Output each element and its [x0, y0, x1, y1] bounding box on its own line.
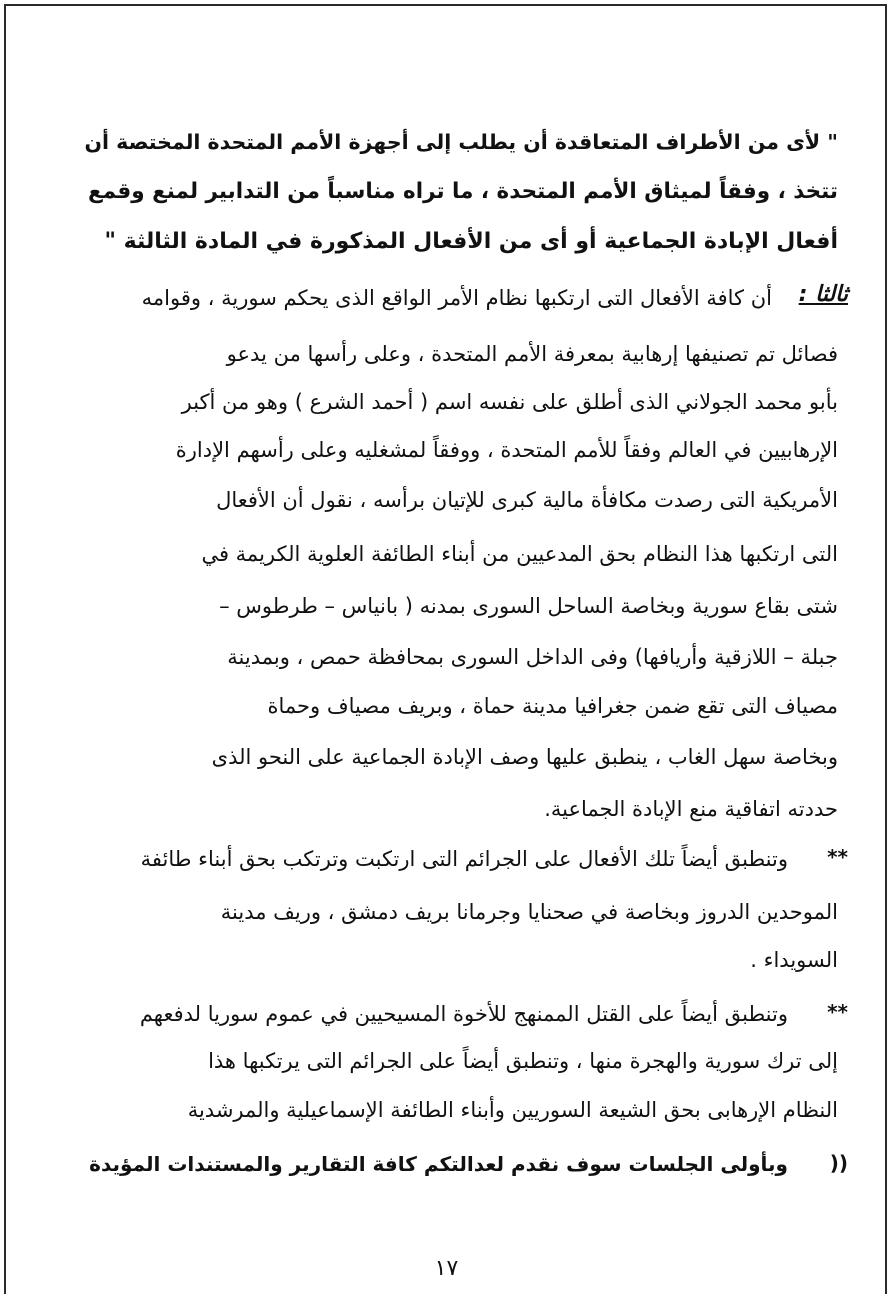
third-line-10: وبخاصة سهل الغاب ، ينطبق عليها وصف الإبادة الجماعية على النحو الذى	[211, 745, 838, 769]
third-line-2: فصائل تم تصنيفها إرهابية بمعرفة الأمم المتحدة ، وعلى رأسها من يدعو	[226, 342, 838, 366]
closing-marker: ((	[829, 1151, 848, 1175]
bullet2-line-1: وتنطبق أيضاً على القتل الممنهج للأخوة المسيحيين في عموم سوريا لدفعهم	[139, 1002, 788, 1026]
third-line-3: بأبو محمد الجولاني الذى أطلق على نفسه اسم ( أحمد الشرع ) وهو من أكبر	[181, 390, 838, 414]
third-line-6: التى ارتكبها هذا النظام بحق المدعيين من أبناء الطائفة العلوية الكريمة في	[201, 542, 838, 566]
third-line-9: مصياف التى تقع ضمن جغرافيا مدينة حماة ، وبريف مصياف وحماة	[267, 694, 838, 718]
bullet2-line-2: إلى ترك سورية والهجرة منها ، وتنطبق أيضاً على الجرائم التى يرتكبها هذا	[208, 1049, 838, 1073]
third-line-7: شتى بقاع سورية وبخاصة الساحل السورى بمدنه ( بانياس – طرطوس –	[219, 594, 838, 618]
bullet1-line-1: وتنطبق أيضاً تلك الأفعال على الجرائم التى ارتكبت وترتكب بحق أبناء طائفة	[140, 847, 788, 871]
page-number: ١٧	[434, 1256, 459, 1281]
quote-line-1: " لأى من الأطراف المتعاقدة أن يطلب إلى أجهزة الأمم المتحدة المختصة أن	[84, 130, 838, 154]
third-line-8: جبلة – اللازقية وأريافها) وفى الداخل السورى بمحافظة حمص ، وبمدينة	[227, 645, 838, 669]
bullet1-line-2: الموحدين الدروز وبخاصة في صحنايا وجرمانا بريف دمشق ، وريف مدينة	[220, 900, 838, 924]
quote-line-3: أفعال الإبادة الجماعية أو أى من الأفعال المذكورة في المادة الثالثة "	[104, 229, 838, 254]
third-line-5: الأمريكية التى رصدت مكافأة مالية كبرى للإتيان برأسه ، نقول أن الأفعال	[216, 488, 838, 512]
quote-line-2: تتخذ ، وفقاً لميثاق الأمم المتحدة ، ما تراه مناسباً من التدابير لمنع وقمع	[88, 179, 838, 204]
closing-line: وبأولى الجلسات سوف نقدم لعدالتكم كافة التقارير والمستندات المؤيدة	[89, 1152, 788, 1176]
section-heading-third: ثالثا :	[798, 282, 848, 307]
third-line-11: حددته اتفاقية منع الإبادة الجماعية.	[544, 797, 838, 821]
bullet2-line-3: النظام الإرهابى بحق الشيعة السوريين وأبناء الطائفة الإسماعيلية والمرشدية	[187, 1098, 838, 1122]
third-line-4: الإرهابيين في العالم وفقاً للأمم المتحدة ، ووفقاً لمشغليه وعلى رأسهم الإدارة	[175, 438, 838, 462]
bullet-marker-2: **	[827, 1000, 848, 1024]
bullet-marker-1: **	[827, 845, 848, 869]
third-line-1: أن كافة الأفعال التى ارتكبها نظام الأمر الواقع الذى يحكم سورية ، وقوامه	[141, 286, 772, 310]
bullet1-line-3: السويداء .	[750, 948, 838, 972]
